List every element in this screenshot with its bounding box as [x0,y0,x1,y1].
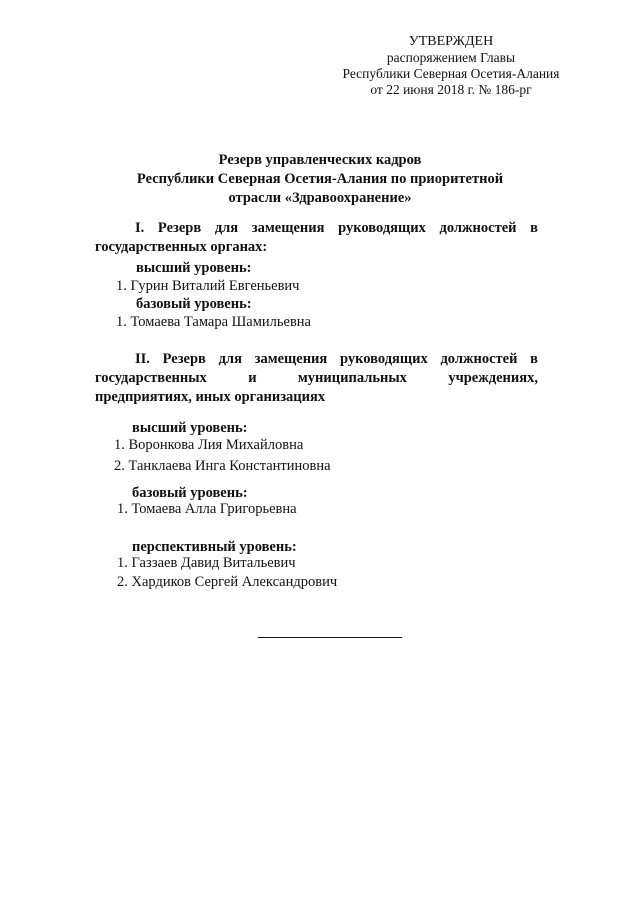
section-2-heading-line-2 [95,369,538,388]
section-1-heading-line-2: государственных органах: [95,239,268,255]
section-2-heading-word: и [248,370,257,386]
section-1-level-base: базовый уровень: [136,296,252,312]
section-1-heading-line-1: I. Резерв для замещения руководящих должностей в [135,220,538,236]
section-2-heading-word: учреждениях, [448,370,538,386]
section-2-heading [95,350,538,407]
approval-heading: УТВЕРЖДЕН [408,34,494,49]
list-item: 1. Гурин Виталий Евгеньевич [116,278,300,294]
list-item: 1. Газзаев Давид Витальевич [117,555,296,571]
list-item: 2. Танклаева Инга Константиновна [114,458,331,474]
title-line-3: отрасли «Здравоохранение» [228,190,412,206]
section-2-heading-word: муниципальных [297,370,407,386]
list-item: 1. Томаева Алла Григорьевна [117,501,297,517]
closing-divider [258,637,402,638]
approval-date-number: от 22 июня 2018 г. № 186-рг [370,82,532,97]
approval-republic: Республики Северная Осетия-Алания [342,66,560,81]
list-item: 1. Томаева Тамара Шамильевна [116,314,311,330]
title-line-2: Республики Северная Осетия-Алания по приоритетной [136,171,504,187]
approval-authority: распоряжением Главы [386,50,516,65]
section-2-level-perspective: перспективный уровень: [132,539,297,555]
document-title [80,151,560,208]
section-2-level-high: высший уровень: [132,420,248,436]
title-line-1: Резерв управленческих кадров [218,152,422,168]
list-item: 1. Воронкова Лия Михайловна [114,437,304,453]
section-1-heading [95,219,538,257]
section-2-heading-line-1: II. Резерв для замещения руководящих должностей в [135,351,538,367]
section-1-level-high: высший уровень: [136,260,252,276]
approval-block [320,34,582,98]
list-item: 2. Хардиков Сергей Александрович [117,574,338,590]
section-2-level-base: базовый уровень: [132,485,248,501]
section-2-heading-word: государственных [95,370,207,386]
section-2-heading-line-3: предприятиях, иных организациях [95,389,326,405]
